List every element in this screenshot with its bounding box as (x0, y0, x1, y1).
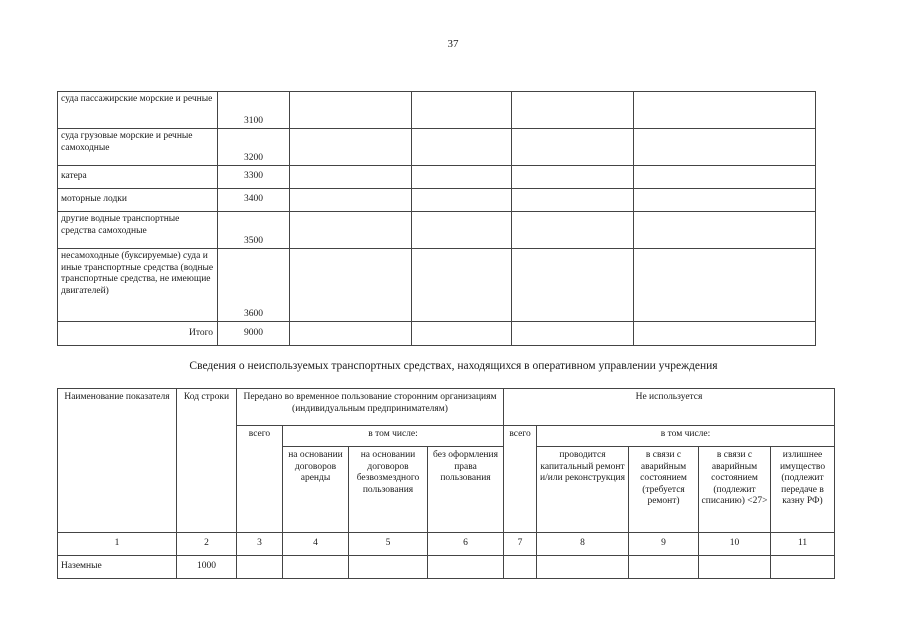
table-cell (634, 249, 816, 322)
table-cell (412, 166, 512, 189)
table-cell (512, 249, 634, 322)
row-code: 1000 (177, 556, 237, 579)
table-cell (634, 129, 816, 166)
column-number: 3 (237, 533, 283, 556)
table-cell (412, 129, 512, 166)
table-cell (412, 212, 512, 249)
row-name: Наземные (58, 556, 177, 579)
not-used-total-header: всего (504, 426, 537, 533)
no-rights-header: без оформления права пользования (428, 447, 504, 533)
table-cell (634, 212, 816, 249)
table-row (58, 166, 816, 189)
table-cell (537, 556, 629, 579)
table-cell (412, 189, 512, 212)
column-number: 5 (349, 533, 428, 556)
total-code: 9000 (218, 322, 290, 346)
repair-header: проводится капитальный ремонт и/или реконструкция (537, 447, 629, 533)
row-name: другие водные транспортные средства самоходные (58, 212, 218, 249)
column-number: 1 (58, 533, 177, 556)
transferred-including-header: в том числе: (283, 426, 504, 447)
column-number: 10 (699, 533, 771, 556)
emergency-repair-header: в связи с аварийным состоянием (требуется ремонт) (629, 447, 699, 533)
row-name: несамоходные (буксируемые) суда и иные транспортные средства (водные транспортные средства, не имеющие двигателей) (58, 249, 218, 322)
column-number: 8 (537, 533, 629, 556)
section-title: Сведения о неиспользуемых транспортных средствах, находящихся в оперативном управлении учреждения (189, 360, 718, 372)
column-number: 4 (283, 533, 349, 556)
surplus-header: излишнее имущество (подлежит передаче в казну РФ) (771, 447, 835, 533)
table-cell (512, 189, 634, 212)
row-code: 3200 (218, 129, 290, 166)
column-number: 2 (177, 533, 237, 556)
table-cell (290, 129, 412, 166)
emergency-writeoff-header: в связи с аварийным состоянием (подлежит списанию) <27> (699, 447, 771, 533)
column-number: 7 (504, 533, 537, 556)
indicator-header: Наименование показателя (58, 389, 177, 533)
row-code: 3400 (218, 189, 290, 212)
column-number-row (58, 533, 835, 556)
line-code-header: Код строки (177, 389, 237, 533)
table-row (58, 212, 816, 249)
total-label: Итого (58, 322, 218, 346)
transport-table-continued (57, 91, 816, 346)
not-used-including-header: в том числе: (537, 426, 835, 447)
table-cell (290, 322, 412, 346)
table-cell (771, 556, 835, 579)
row-code: 3300 (218, 166, 290, 189)
page-number: 37 (447, 38, 459, 50)
table-cell (412, 322, 512, 346)
row-code: 3100 (218, 92, 290, 129)
row-name: катера (58, 166, 218, 189)
table-cell (349, 556, 428, 579)
not-used-header: Не используется (504, 389, 835, 426)
free-use-header: на основании договоров безвозмездного пользования (349, 447, 428, 533)
table-cell (699, 556, 771, 579)
table-cell (634, 322, 816, 346)
table-cell (634, 189, 816, 212)
row-code: 3600 (218, 249, 290, 322)
table-cell (290, 189, 412, 212)
table-cell (290, 166, 412, 189)
row-name: суда грузовые морские и речные самоходные (58, 129, 218, 166)
header-row (58, 389, 835, 426)
table-row (58, 129, 816, 166)
table-cell (634, 166, 816, 189)
table-row (58, 92, 816, 129)
table-cell (512, 166, 634, 189)
table-cell (290, 92, 412, 129)
unused-vehicles-table (57, 388, 835, 579)
lease-header: на основании договоров аренды (283, 447, 349, 533)
table-cell (512, 129, 634, 166)
table-row (58, 189, 816, 212)
table-row (58, 556, 835, 579)
row-name: суда пассажирские морские и речные (58, 92, 218, 129)
table-cell (283, 556, 349, 579)
transferred-total-header: всего (237, 426, 283, 533)
table-cell (237, 556, 283, 579)
transferred-header: Передано во временное пользование сторонним организациям (индивидуальным предпринимателям) (237, 389, 504, 426)
table-cell (512, 212, 634, 249)
table-cell (412, 92, 512, 129)
table-cell (428, 556, 504, 579)
table-cell (290, 249, 412, 322)
table-cell (290, 212, 412, 249)
column-number: 6 (428, 533, 504, 556)
table-cell (512, 92, 634, 129)
column-number: 11 (771, 533, 835, 556)
table-cell (629, 556, 699, 579)
row-name: моторные лодки (58, 189, 218, 212)
column-number: 9 (629, 533, 699, 556)
table-cell (504, 556, 537, 579)
table-cell (512, 322, 634, 346)
table-cell (634, 92, 816, 129)
table-row (58, 249, 816, 322)
total-row (58, 322, 816, 346)
table-cell (412, 249, 512, 322)
row-code: 3500 (218, 212, 290, 249)
